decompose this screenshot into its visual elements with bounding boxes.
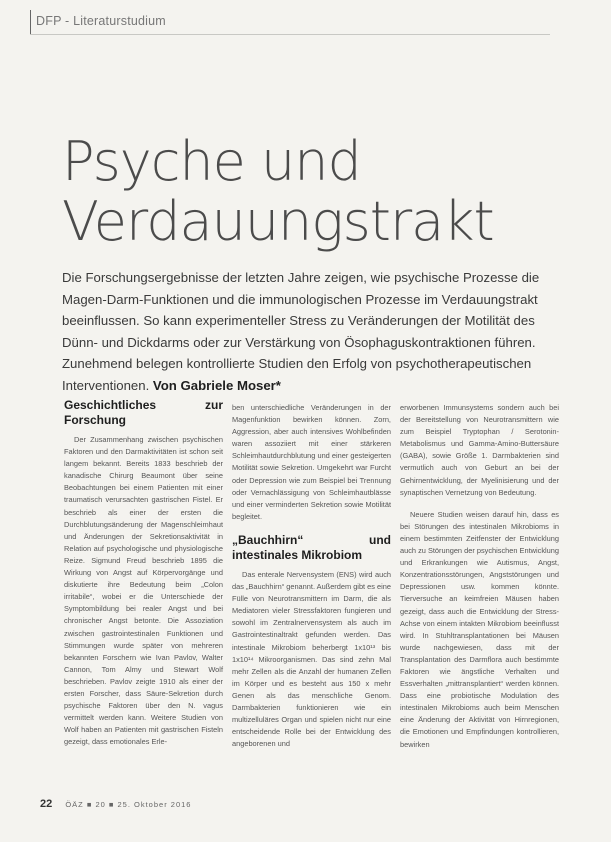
section-heading-gut-brain: „Bauchhirn“ und intestinales Mikrobiom bbox=[232, 532, 391, 562]
page-footer bbox=[40, 798, 191, 810]
section-heading-history: Geschichtliches zur Forschung bbox=[64, 398, 223, 427]
title-line-2: Verdauungstrakt bbox=[62, 190, 494, 254]
author-byline: Von Gabriele Moser* bbox=[152, 377, 281, 393]
body-text-col2-top: ben unterschiedliche Veränderungen in der Magenfunktion bewirken können. Zorn, Aggression, aber auch intensives Wohlbefinden waren assoziiert mit einer stärkeren Schleimhautdurchblutung und einer gesteigerten Motilität sowie Sekretion. Umgekehrt war Furcht oder Depression wie zum Beispiel bei Trennung oder Vernachlässigung von Schleimhautblässe und einer verminderten Sekretion sowie Motilität begleitet. bbox=[232, 403, 392, 521]
article-title bbox=[62, 132, 562, 252]
lead-text: Die Forschungsergebnisse der letzten Jahre zeigen, wie psychische Prozesse die Magen-Darm-Funktionen und die immunologischen Prozesse im Verdauungstrakt beeinflussen. So kann experimenteller Stress zu Veränderungen der Motilität des Dünn- und Dickdarms oder zur Verstärkung von Ösophaguskontraktionen führen. Zunehmend belegen kontrollierte Studien den Erfolg von psychotherapeutischen Interventionen. bbox=[62, 270, 540, 393]
running-head: DFP - Literaturstudium bbox=[36, 14, 166, 28]
page-number: 22 bbox=[40, 798, 53, 810]
body-text-col1: Der Zusammenhang zwischen psychischen Faktoren und den Darmaktivitäten ist schon seit langem bekannt. Bereits 1833 beschrieb der kanadische Chirurg Beaumont über seine Beobachtungen bei einem Patienten mit einer traumatisch verursachten gastrischen Fistel. Er beschrieb als einer der ersten die Durchblutungsänderung der Magenschleimhaut und Änderungen der Sekretionsaktivität in Relation auf psychologische und physiologische Reize. Sigmund Freud beschrieb 1895 die Wirkung von Angst auf Körpervorgänge und diskutierte ihre Bedeutung beim „Colon irritabile“, wobei er die Unterschiede der Symptombildung bei realer Angst und bei chronischer Angst betonte. Die Assoziation zwischen gastrointestinalen Funktionen und Stimmungen wurde später von mehreren bekannten Forschern wie Ivan Pavlov, Walter Cannon, Tom Almy und Stewart Wolf beschrieben. Pavlov zeigte 1910 als einer der ersten Forscher, dass Säure-Sekretion durch psychische Faktoren über den N. vagus vermittelt werden kann. Weitere Studien von Wolf haben an Patienten mit gastrischen Fisteln gezeigt, dass emotionales Erle- bbox=[64, 435, 223, 747]
body-text-col3-bottom: Neuere Studien weisen darauf hin, dass es bei Störungen des intestinalen Mikrobioms in einem bestimmten Zeitfenster der Entwicklung auch zu Störungen der psychischen Entwicklung und Erkrankungen wie Autismus, Angst, Konzentrationsstörungen, Angststörungen und Depressionen usw. kommen könnte. Tierversuche an keimfreien Mäusen haben gezeigt, dass auch die Entwicklung der Stress-Achse von einem intakten Mikrobiom beeinflusst wird. In Stuhltransplantationen bei Mäusen wurde nachgewiesen, dass mit der Transplantation des Darmflora auch bestimmte Faktoren wie ängstliche Verhalten und Essverhalten „mittransplantiert“ werden können. Dass eine probiotische Modulation des intestinalen Mikrobioms auch beim Menschen eine Änderung der Aktivität von Hirnregionen, die Emotionen und Empfindungen kontrollieren, bewirken bbox=[400, 509, 559, 749]
issue-info: ÖÄZ ■ 20 ■ 25. Oktober 2016 bbox=[65, 800, 192, 809]
column-2 bbox=[232, 402, 391, 750]
body-text-col3-top: erworbenen Immunsystems sondern auch bei der Bereitstellung von Neurotransmittern wie zum Beispiel Tryptophan / Serotonin-Metabolismus und Gamma-Amino-Buttersäure (GABA), sowie Größe 1. Darmbakterien sind vermutlich auch von Geburt an bei der Gehirnentwicklung, der Myelinisierung und der synaptischen Vernetzung von Bedeutung. bbox=[400, 403, 559, 497]
column-1 bbox=[64, 398, 223, 748]
title-line-1: Psyche und bbox=[62, 130, 361, 194]
column-3 bbox=[400, 402, 559, 751]
header-rule bbox=[30, 34, 550, 35]
header-vertical-rule bbox=[30, 10, 31, 34]
body-text-col2-bottom: Das enterale Nervensystem (ENS) wird auch das „Bauchhirn“ genannt. Außerdem gibt es eine Fülle von Neurotransmittern im Darm, die als Mediatoren vieler Stressfaktoren fungieren und sowohl im Zentralnervensystem als auch im Gastrointestinaltrakt gefunden werden. Das intestinale Mikrobiom beherbergt 1x10¹³ bis 1x10¹⁴ Mikroorganismen. Das sind zehn Mal mehr Zellen als die Anzahl der humanen Zellen im Körper und es besteht aus 150 x mehr Genen als das menschliche Genom. Darmbakterien funktionieren wie ein multizelluläres Organ und spielen nicht nur eine entscheidende Rolle bei der Entwicklung des angeborenen und bbox=[232, 569, 391, 749]
lead-paragraph bbox=[62, 267, 562, 396]
